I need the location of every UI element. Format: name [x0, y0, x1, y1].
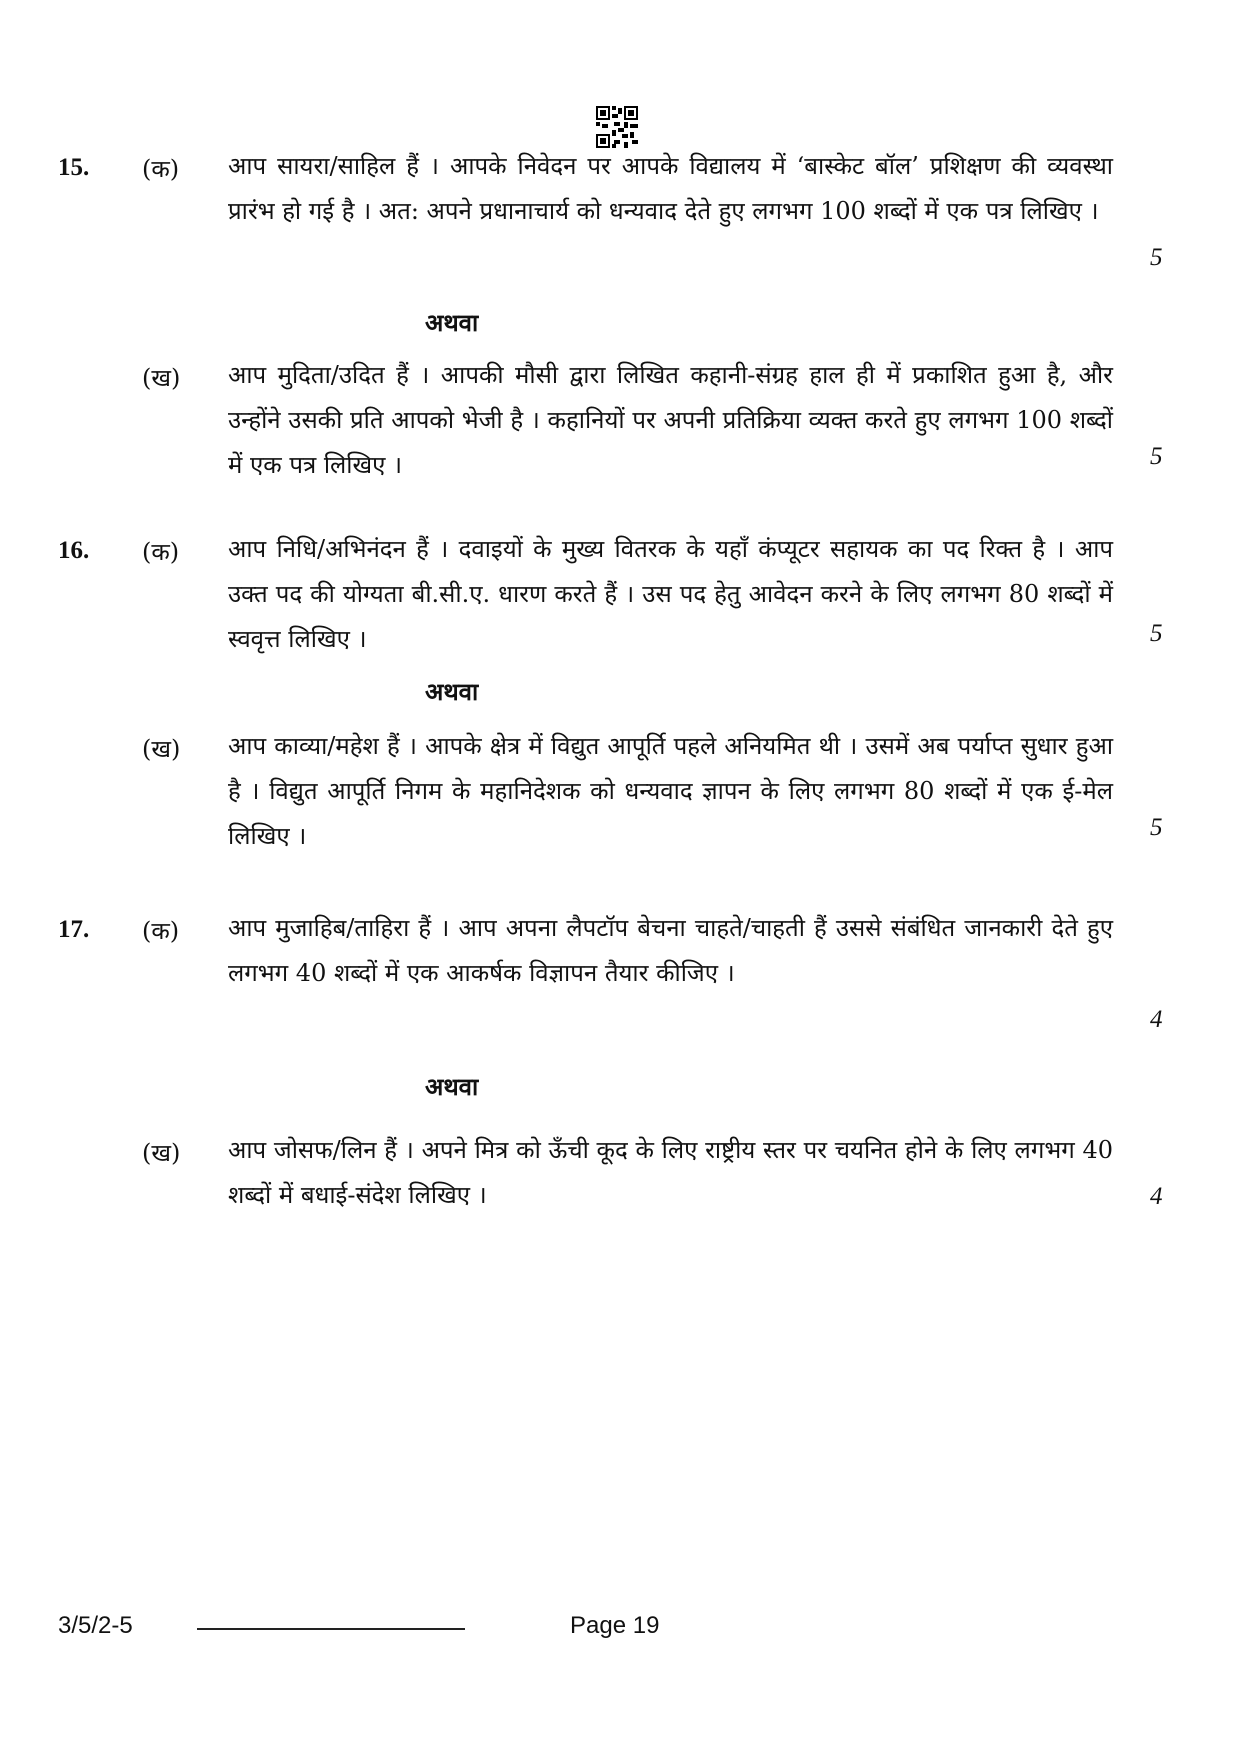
question-text: आप जोसफ/लिन हैं । अपने मित्र को ऊँची कूद के लिए राष्ट्रीय स्तर पर चयनित होने के लिए लगभग 40 शब्दों में बधाई-संदेश लिखिए । [228, 1136, 1113, 1209]
question-text: आप काव्या/महेश हैं । आपके क्षेत्र में विद्युत आपूर्ति पहले अनियमित थी । उसमें अब पर्याप्त सुधार हुआ है । विद्युत आपूर्ति निगम के महानिदेशक को धन्यवाद ज्ञापन के लिए लगभग 80 शब्दों में एक ई-मेल लिखिए । [228, 732, 1113, 850]
question-text: आप निधि/अभिनंदन हैं । दवाइयों के मुख्य वितरक के यहाँ कंप्यूटर सहायक का पद रिक्त है । आप उक्त पद की योग्यता बी.सी.ए. धारण करते हैं । उस पद हेतु आवेदन करने के लिए लगभग 80 शब्दों में स्ववृत्त लिखिए । [228, 535, 1113, 653]
option-label: (ख) [142, 364, 181, 392]
option-label: (ख) [142, 1139, 181, 1167]
question-number: 15. [58, 154, 90, 181]
question-number: 16. [58, 537, 90, 564]
marks: 4 [1150, 1006, 1163, 1033]
option-label: (क) [142, 538, 180, 566]
question-text: आप मुजाहिब/ताहिरा हैं । आप अपना लैपटॉप बेचना चाहते/चाहती हैं उससे संबंधित जानकारी देते हुए लगभग 40 शब्दों में एक आकर्षक विज्ञापन तैयार कीजिए । [228, 914, 1113, 987]
option-label: (ख) [142, 735, 181, 763]
question-text: आप मुदिता/उदित हैं । आपकी मौसी द्वारा लिखित कहानी-संग्रह हाल ही में प्रकाशित हुआ है, और उन्होंने उसकी प्रति आपको भेजी है । कहानियों पर अपनी प्रतिक्रिया व्यक्त करते हुए लगभग 100 शब्दों में एक पत्र लिखिए । [228, 361, 1113, 479]
question-text: आप सायरा/साहिल हैं । आपके निवेदन पर आपके विद्यालय में ‘बास्केट बॉल’ प्रशिक्षण की व्यवस्था प्रारंभ हो गई है । अत: अपने प्रधानाचार्य को धन्यवाद देते हुए लगभग 100 शब्दों में एक पत्र लिखिए । [228, 152, 1113, 225]
or-separator: अथवा [425, 308, 479, 337]
page-number: Page 19 [570, 1612, 660, 1639]
marks: 5 [1150, 443, 1163, 470]
marks: 4 [1150, 1183, 1163, 1210]
or-separator: अथवा [425, 677, 479, 706]
or-separator: अथवा [425, 1072, 479, 1101]
footer-divider [197, 1628, 465, 1630]
marks: 5 [1150, 620, 1163, 647]
qr-code-icon [596, 106, 638, 148]
question-number: 17. [58, 916, 90, 943]
paper-code: 3/5/2-5 [58, 1612, 133, 1639]
option-label: (क) [142, 917, 180, 945]
option-label: (क) [142, 155, 180, 183]
marks: 5 [1150, 814, 1163, 841]
marks: 5 [1150, 244, 1163, 271]
